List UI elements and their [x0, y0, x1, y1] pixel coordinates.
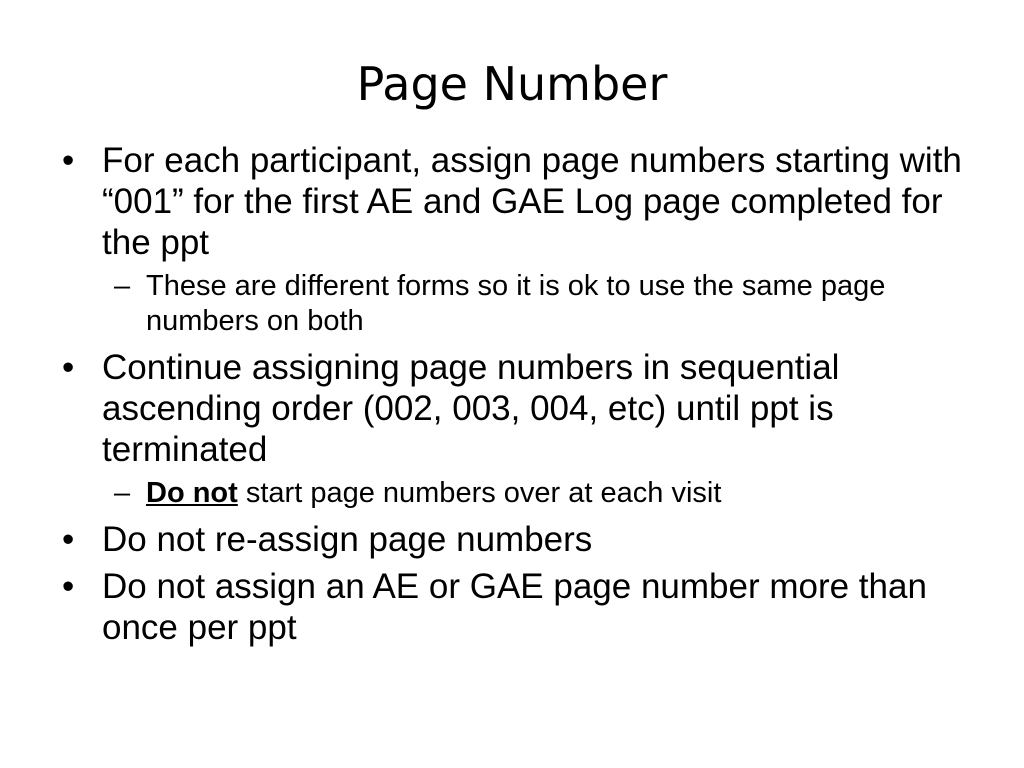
bullet-marker: • [62, 141, 75, 180]
bullet-item [62, 566, 962, 648]
sub-bullet-marker: – [114, 270, 131, 302]
sub-bullet-text: These are different forms so it is ok to use the same page numbers on both [146, 270, 886, 337]
bullet-item [62, 140, 962, 263]
bullet-marker: • [62, 520, 75, 559]
bullet-text: For each participant, assign page numbers starting with “001” for the first AE and GAE Log page completed for the ppt [102, 141, 962, 262]
sub-bullet-marker: – [114, 477, 131, 509]
bullet-item [62, 347, 962, 470]
bullet-marker: • [62, 348, 75, 387]
bullet-marker: • [62, 567, 75, 606]
bullet-item [62, 519, 962, 560]
slide-title: Page Number [356, 57, 668, 111]
bullet-text: Do not re-assign page numbers [102, 520, 593, 559]
sub-bullet-emphasis: Do not [146, 477, 238, 509]
sub-bullet-item [62, 269, 962, 339]
sub-bullet-item [62, 476, 962, 511]
sub-bullet-text: start page numbers over at each visit [237, 477, 722, 509]
slide-body [62, 140, 962, 654]
bullet-text: Continue assigning page numbers in sequential ascending order (002, 003, 004, etc) until ppt is terminated [102, 348, 840, 469]
bullet-text: Do not assign an AE or GAE page number more than once per ppt [102, 567, 927, 647]
